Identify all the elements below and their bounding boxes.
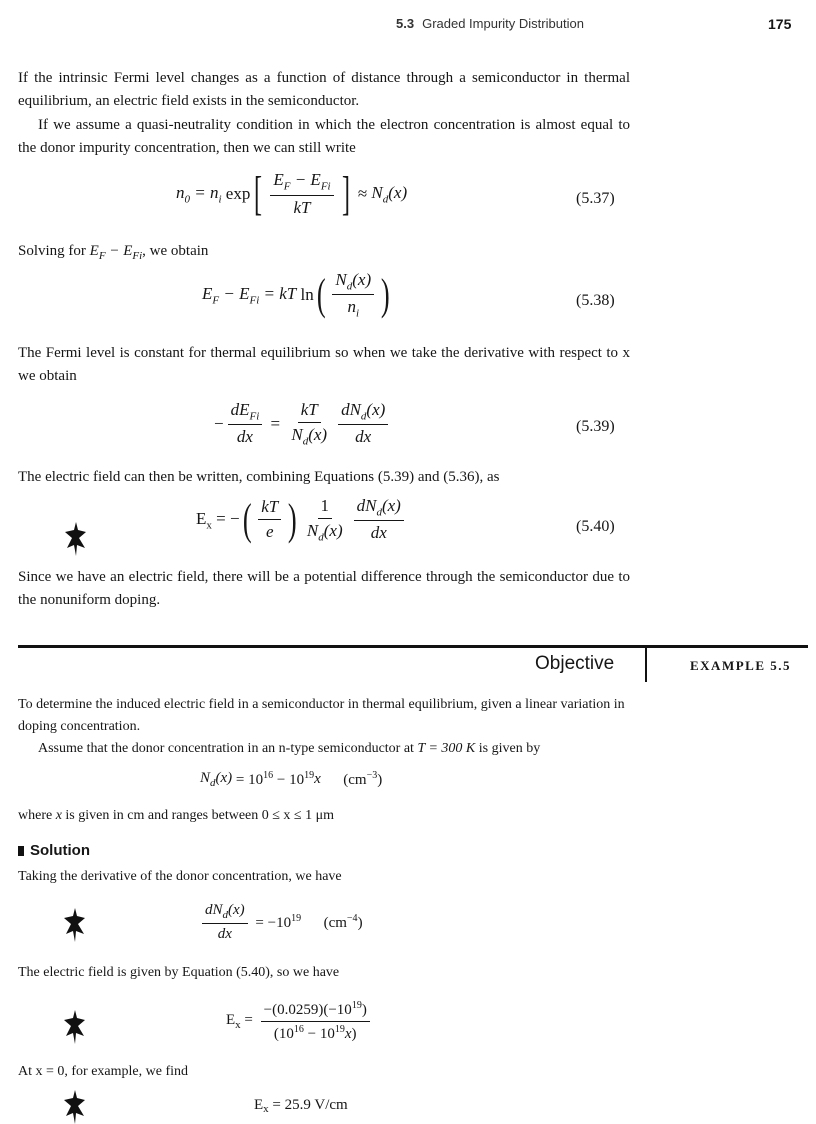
example-divider — [645, 648, 647, 682]
margin-marker-icon — [64, 908, 86, 942]
result-symbol: E — [254, 1097, 264, 1113]
equation-5-37: $n_0 = n_i$ exp [ $\frac{E_F - E_{Fi}}{kT}$ ] ≈ $N_d(x)$ — [176, 167, 408, 220]
field-equation: $E_x$ = $\frac{-(0.0259)(-10^{19})}{(10^{16} - 10^{19}x)}$ — [226, 1000, 374, 1043]
equation-5-40: $E_x$ = − ( $\frac{kT}{e}$ ) $\frac{1}{N_d(x)}$ $\frac{dN_d(x)}{dx}$ — [196, 496, 408, 543]
equation-5-38: $E_F - E_{Fi}$ = kT ln ( $\frac{N_d(x)}{n_i}$ ) — [202, 269, 390, 320]
margin-marker-icon — [64, 1090, 86, 1124]
paragraph-intro: If the intrinsic Fermi level changes as a function of distance through a semiconductor in thermal equilibrium, an electric field exists in the semiconductor. — [18, 70, 630, 109]
page-number: 175 — [768, 16, 792, 32]
margin-marker-icon — [64, 1010, 86, 1044]
ln-function: ln — [300, 284, 314, 304]
result-value: = 25.9 V/cm — [272, 1097, 348, 1113]
equation-5-39: − $\frac{dE_{Fi}}{dx}$ = $\frac{kT}{N_d(x)}$ $\frac{dN_d(x)}{dx}$ — [214, 400, 392, 447]
paragraph-potential-difference: Since we have an electric field, there will be a potential difference through the semiconductor due to the nonuniform doping. — [18, 569, 630, 608]
equation-number-5-40: (5.40) — [576, 518, 615, 535]
range-text: where x is given in cm and ranges between 0 ≤ x ≤ 1 μm — [18, 808, 335, 823]
solution-heading: Solution — [18, 842, 90, 859]
example-label: EXAMPLE 5.5 — [690, 658, 791, 673]
paragraph-solving: Solving for $E_F - E_{Fi}$, we obtain — [18, 243, 209, 262]
derivative-equation: $\frac{dN_d(x)}{dx}$ = $-10^{19}$ $(cm^{-4})$ — [198, 902, 363, 943]
section-title: Graded Impurity Distribution — [422, 16, 584, 31]
equation-number-5-39: (5.39) — [576, 418, 615, 435]
objective-text: To determine the induced electric field in a semiconductor in thermal equilibrium, given a linear variation in doping concentration. — [18, 697, 625, 734]
thermal-voltage: 0.0259 — [277, 1002, 319, 1018]
running-header — [396, 16, 584, 31]
equation-number-5-38: (5.38) — [576, 292, 615, 309]
section-number: 5.3 — [396, 16, 415, 31]
equation-number-5-37: (5.37) — [576, 190, 615, 207]
objective-heading: Objective — [535, 653, 615, 674]
example-top-rule — [18, 645, 808, 648]
exp-function: exp — [225, 184, 251, 203]
solution-text: Taking the derivative of the donor concentration, we have — [18, 869, 342, 884]
donor-concentration-equation: $N_d(x)$ = $10^{16} - 10^{19}$ x $(cm^{-3})$ — [200, 770, 383, 789]
result-equation: E $_x$ = 25.9 V/cm — [254, 1097, 348, 1115]
solution-bullet-icon — [18, 846, 24, 856]
at-x-text: At x = 0, for example, we find — [18, 1064, 189, 1079]
paragraph-quasi-neutrality: If we assume a quasi-neutrality condition in which the electron concentration is almost equal to the donor impurity concentration, then we can still write — [18, 117, 630, 156]
paragraph-field-combination: The electric field can then be written, combining Equations (5.39) and (5.36), as — [18, 469, 500, 485]
field-text: The electric field is given by Equation (5.40), so we have — [18, 965, 340, 980]
margin-marker-icon — [65, 522, 87, 556]
paragraph-derivative: The Fermi level is constant for thermal equilibrium so when we take the derivative with respect to x we obtain — [18, 345, 630, 384]
assumption-text: Assume that the donor concentration in an n-type semiconductor at T = 300 K is given by — [38, 741, 541, 756]
